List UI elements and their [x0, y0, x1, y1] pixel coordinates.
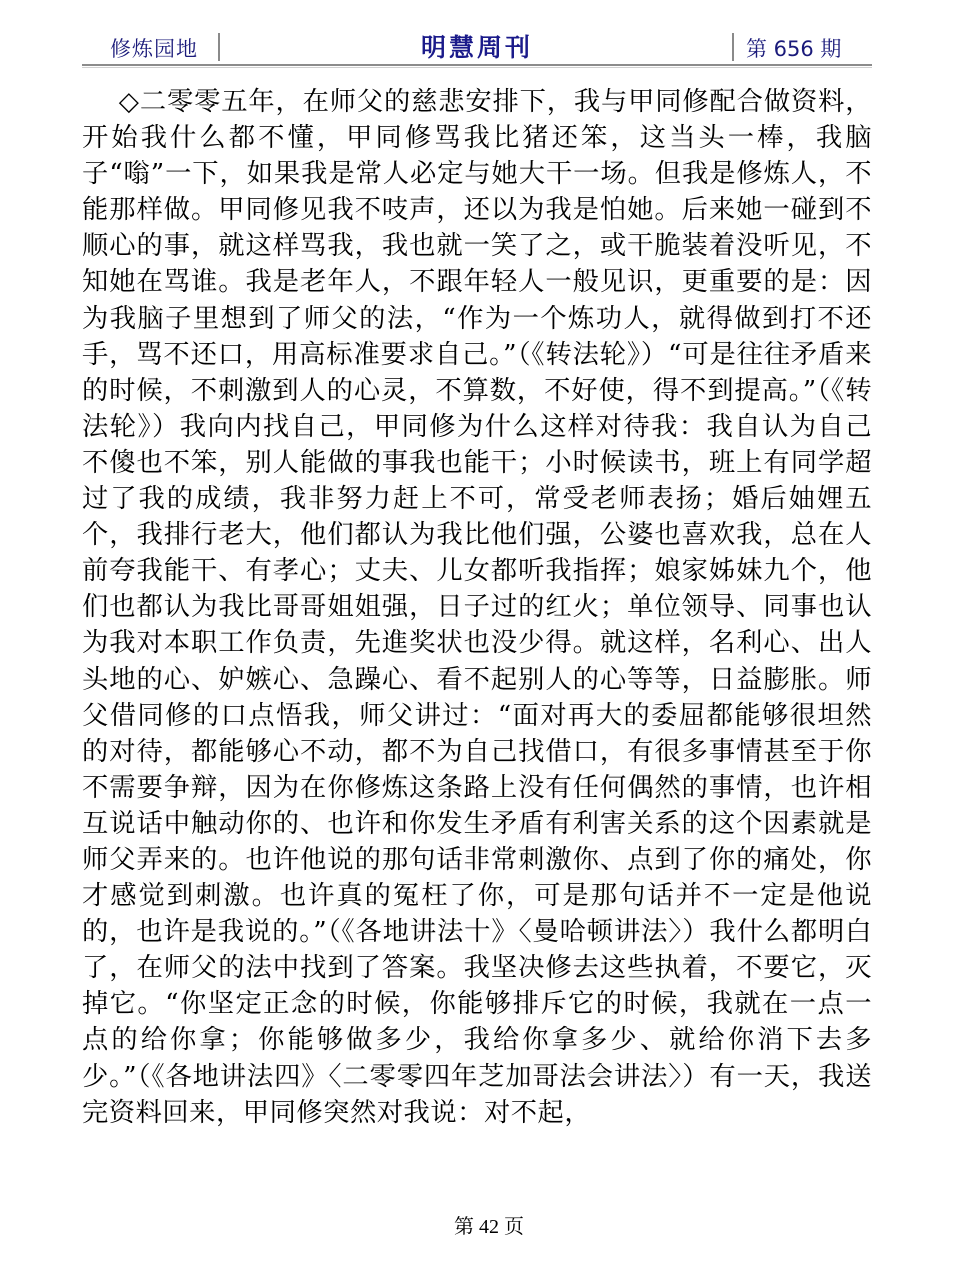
article-paragraph: ◇二零零五年，在师父的慈悲安排下，我与甲同修配合做资料，开始我什么都不懂，甲同修骂我比猪还笨，这当头一棒，我脑子“嗡”一下，如果我是常人必定与她大干一场。但我是修炼人，不能那样做。甲同修见我不吱声，还以为我是怕她。后来她一碰到不顺心的事，就这样骂我，我也就一笑了之，或干脆装着没听见，不知她在骂谁。我是老年人，不跟年轻人一般见识，更重要的是：因为我脑子里想到了师父的法，“作为一个炼功人，就得做到打不还手，骂不还口，用高标准要求自己。”（《转法轮》）“可是往往矛盾来的时候，不刺激到人的心灵，不算数，不好使，得不到提高。”（《转法轮》）我向内找自己，甲同修为什么这样对待我：我自认为自己不傻也不笨，别人能做的事我也能干；小时候读书，班上有同学超过了我的成绩，我非努力赶上不可，常受老师表扬；婚后妯娌五个，我排行老大，他们都认为我比他们强，公婆也喜欢我，总在人前夸我能干、有孝心；丈夫、儿女都听我指挥；娘家姊妹九个，他们也都认为我比哥哥姐姐强，日子过的红火；单位领导、同事也认为我对本职工作负责，先進奖状也没少得。就这样，名利心、出人头地的心、妒嫉心、急躁心、看不起别人的心等等，日益膨胀。师父借同修的口点悟我，师父讲过：“面对再大的委屈都能够很坦然的对待，都能够心不动，都不为自己找借口，有很多事情甚至于你不需要争辩，因为在你修炼这条路上没有任何偶然的事情，也许相互说话中触动你的、也许和你发生矛盾有利害关系的这个因素就是师父弄来的。也许他说的那句话非常刺激你、点到了你的痛处，你才感觉到刺激。也许真的冤枉了你，可是那句话并不一定是他说的，也许是我说的。”（《各地讲法十》〈曼哈顿讲法〉）我什么都明白了，在师父的法中找到了答案。我坚决修去这些执着，不要它，灭掉它。“你坚定正念的时候，你能够排斥它的时候，我就在一点一点的给你拿；你能够做多少，我给你拿多少、就给你消下去多少。”（《各地讲法四》〈二零零四年芝加哥法会讲法〉）有一天，我送完资料回来，甲同修突然对我说：对不起，: [82, 87, 873, 1128]
section-name: 修炼园地: [110, 37, 198, 61]
page-number: 第 42 页: [454, 1216, 524, 1238]
issue-number: 第 656 期: [746, 37, 842, 61]
publication-title: 明慧周刊: [420, 33, 533, 62]
page-header: [82, 27, 872, 67]
header-rule: [82, 64, 872, 66]
header-rule-shadow: [82, 67, 872, 68]
header-divider-right: [732, 33, 734, 61]
